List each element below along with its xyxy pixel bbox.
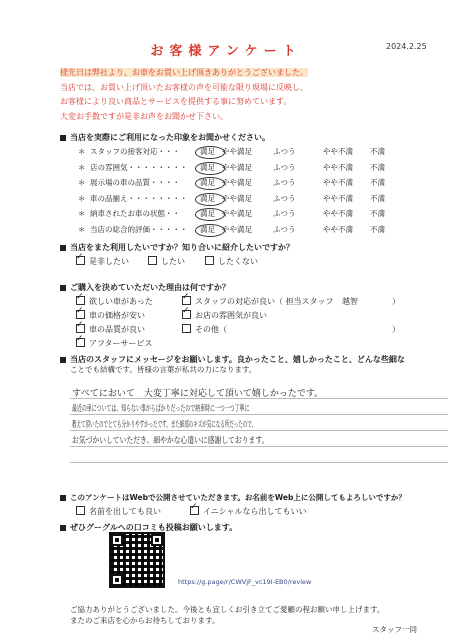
asterisk-icon: ＊ (78, 224, 86, 234)
message-line-1: すべてにおいて 大変丁寧に対応して頂いて嬉しかったです。 (72, 389, 324, 399)
message-line-4: お気づかいしていただき、細やかな心遣いに感謝しております。 (72, 436, 269, 446)
q5-heading: このアンケートはWebで公開させていただきます。お名前をWeb上に公開してもよろしいですか？ (60, 492, 406, 503)
q3-option-2[interactable]: ✓ スタッフの対応が良い（ 担当スタッフ (182, 296, 334, 307)
asterisk-icon: ＊ (78, 193, 86, 203)
rating-row (78, 192, 438, 206)
q3-heading: ご購入を決めていただいた理由は何ですか？ (60, 282, 230, 293)
checkbox-icon[interactable] (205, 256, 214, 265)
square-bullet-icon (60, 357, 66, 363)
selection-circle-icon (195, 146, 225, 159)
rating-option[interactable]: 満足 (200, 147, 215, 156)
rating-option[interactable]: ふつう (273, 193, 296, 203)
rating-option[interactable]: 満足 (200, 162, 215, 172)
checkbox-checked-icon[interactable] (182, 296, 191, 305)
rating-item-label: スタッフの接客対応・・・ (90, 147, 180, 156)
checkbox-checked-icon[interactable] (190, 506, 199, 515)
rating-option[interactable]: やや不満 (323, 147, 353, 156)
ruled-line (70, 430, 448, 431)
rating-option[interactable]: やや不満 (323, 209, 353, 218)
q2-option-3[interactable]: したくない (205, 256, 258, 267)
rating-row (78, 223, 438, 237)
q3-option-7[interactable]: ✓アフターサービス (76, 338, 152, 349)
qr-finder-pattern (111, 534, 123, 546)
q5-option-1[interactable]: 名前を出しても良い (76, 506, 161, 517)
q2-option-1[interactable]: ✓是非したい (76, 256, 129, 267)
q3-option-5[interactable]: ✓車の品質が良い (76, 324, 145, 335)
q6-heading: ぜひグーグルへの口コミも投稿お願いします。 (60, 522, 237, 533)
rating-option[interactable]: やや不満 (323, 224, 353, 234)
square-bullet-icon (60, 495, 66, 501)
rating-option[interactable]: 満足 (200, 209, 215, 218)
intro-text (60, 66, 440, 124)
rating-option[interactable]: やや満足 (222, 224, 252, 234)
q3-option-1[interactable]: ✓欲しい車があった (76, 296, 153, 307)
rating-option[interactable]: ふつう (273, 209, 296, 218)
q3-option-6[interactable]: その他（ (182, 324, 227, 335)
message-line-3: 教えて頂いたのでとても分かりやすかったです。また細部のキズが気になる所だったので、 (72, 420, 257, 430)
rating-item-label: 当店の総合的評価・・・・・ (90, 224, 188, 234)
rating-option[interactable]: やや満足 (222, 162, 252, 172)
checkbox-checked-icon[interactable] (182, 310, 191, 319)
q4-heading-2: ことでも結構です。皆様の言葉が私共の力になります。 (70, 365, 257, 374)
q2-heading: 当店をまた利用したいですか？知り合いに紹介したいですか？ (60, 242, 294, 253)
rating-option[interactable]: やや満足 (222, 193, 252, 203)
rating-option[interactable]: ふつう (273, 147, 296, 156)
rating-option[interactable]: 満足 (200, 193, 215, 203)
rating-option[interactable]: やや満足 (222, 209, 252, 218)
rating-option[interactable]: 不満 (370, 209, 385, 218)
selection-circle-icon (195, 193, 225, 206)
checkbox-checked-icon[interactable] (76, 256, 85, 265)
rating-option[interactable]: やや満足 (222, 178, 252, 187)
selection-circle-icon (195, 208, 225, 221)
intro-line-1: 様先日は弊社より、お車をお買い上げ頂きありがとうございました。 (60, 68, 308, 77)
checkbox-icon[interactable] (182, 324, 191, 333)
selection-circle-icon (195, 162, 225, 175)
rating-option[interactable]: やや不満 (323, 162, 353, 172)
qr-finder-pattern (111, 574, 123, 586)
rating-option[interactable]: ふつう (273, 162, 296, 172)
message-area[interactable] (70, 374, 448, 470)
rating-item-label: 展示場の車の品質・・・・ (90, 178, 180, 187)
rating-option[interactable]: 不満 (370, 224, 385, 234)
q2-option-2[interactable]: したい (148, 256, 185, 267)
rating-option[interactable]: 満足 (200, 178, 215, 187)
selection-circle-icon (195, 224, 225, 237)
q4-heading: 当店のスタッフにメッセージをお願いします。良かったこと、嬉しかったこと、どんな些細な (60, 354, 405, 365)
selection-circle-icon (195, 177, 225, 190)
survey-date: 2024.2.25 (386, 42, 427, 51)
rating-option[interactable]: 不満 (370, 178, 385, 187)
intro-line-3: お客様により良い商品とサービスを提供する事に努めています。 (60, 97, 292, 106)
square-bullet-icon (60, 285, 66, 291)
rating-row (78, 207, 438, 221)
square-bullet-icon (60, 525, 66, 531)
footer-text (70, 604, 450, 626)
q3-option-4[interactable]: ✓ お店の雰囲気が良い (182, 310, 267, 321)
rating-option[interactable]: ふつう (273, 178, 296, 187)
signature: スタッフ一同 (372, 625, 417, 634)
rating-option[interactable]: やや不満 (323, 178, 353, 187)
rating-option[interactable]: やや満足 (222, 147, 252, 156)
ruled-line (70, 414, 448, 415)
review-url-link[interactable]: https://g.page/r/CWVjF_vc19I-EB0/review (178, 578, 312, 586)
checkbox-checked-icon[interactable] (76, 338, 85, 347)
rating-row (78, 161, 438, 175)
message-line-2: 最近の車については、知らない事がらばかりだったので納車時に一つ一つ丁寧に (72, 404, 250, 414)
rating-option[interactable]: 不満 (370, 193, 385, 203)
rating-option[interactable]: 満足 (200, 224, 215, 234)
asterisk-icon: ＊ (78, 162, 86, 172)
qr-code-icon[interactable] (109, 532, 165, 588)
asterisk-icon: ＊ (78, 209, 86, 218)
close-paren: ） (392, 297, 400, 306)
asterisk-icon: ＊ (78, 147, 86, 156)
ruled-line (70, 462, 448, 463)
checkbox-icon[interactable] (76, 506, 85, 515)
rating-row (78, 145, 438, 159)
footer-line-1: ご協力ありがとうございました。今後とも宜しくお引き立てご愛顧の程お願い申し上げます。 (70, 605, 385, 614)
q1-heading: 当店を実際にご利用になった印象をお聞かせください。 (60, 132, 270, 143)
rating-item-label: 店の雰囲気・・・・・・・・ (90, 162, 188, 172)
footer-line-2: またのご来店を心からお待ちしております。 (70, 616, 220, 625)
staff-name-handwritten: 越智 (342, 297, 358, 306)
intro-line-2: 当店では、お買い上げ頂いたお客様の声を可能な限り現場に反映し、 (60, 82, 308, 92)
checkbox-checked-icon[interactable] (76, 324, 85, 333)
q5-option-2[interactable]: ✓ イニシャルなら出してもいい (190, 506, 307, 517)
rating-option[interactable]: ふつう (273, 224, 296, 234)
square-bullet-icon (60, 135, 66, 141)
rating-option[interactable]: やや不満 (323, 193, 353, 203)
intro-line-4: 大変お手数ですが是非お声をお聞かせ下さい。 (60, 111, 228, 121)
page-title: お客様アンケート (150, 44, 302, 59)
rating-item-label: 車の品揃え・・・・・・・・ (90, 193, 188, 203)
rating-option[interactable]: 不満 (370, 162, 385, 172)
checkbox-checked-icon[interactable] (76, 296, 85, 305)
qr-finder-pattern (151, 534, 163, 546)
asterisk-icon: ＊ (78, 178, 86, 187)
q3-option-3[interactable]: ✓車の価格が安い (76, 310, 145, 321)
square-bullet-icon (60, 245, 66, 251)
close-paren: ） (392, 325, 400, 334)
checkbox-checked-icon[interactable] (76, 310, 85, 319)
rating-row (78, 176, 438, 190)
rating-option[interactable]: 不満 (370, 147, 385, 156)
rating-item-label: 納車されたお車の状態・・ (90, 209, 180, 218)
checkbox-icon[interactable] (148, 256, 157, 265)
ruled-line (70, 446, 448, 447)
